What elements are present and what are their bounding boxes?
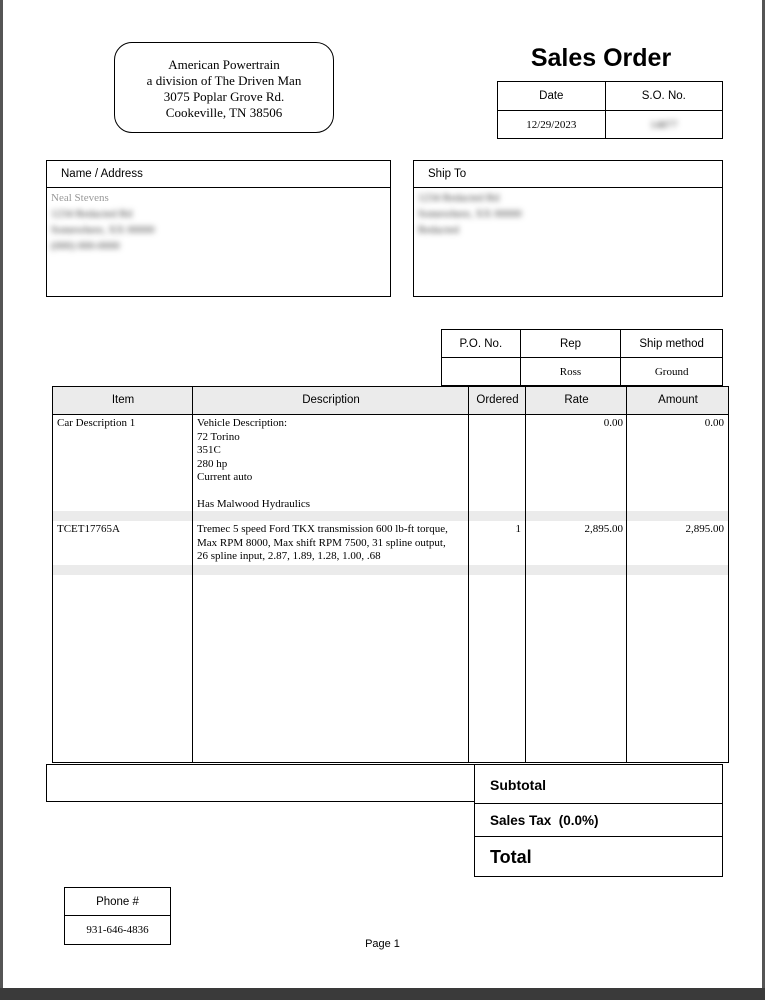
ordered-qty: 1 <box>515 523 521 535</box>
amount-column-header: Amount <box>658 394 698 406</box>
item-amount: 2,895.00 <box>685 523 724 535</box>
description-line: 72 Torino <box>197 430 240 443</box>
column-divider <box>192 387 193 762</box>
description-blank-line <box>197 485 465 499</box>
item-rate: 0.00 <box>603 417 623 429</box>
bill-to-line: Somewhere, XX 00000 <box>51 224 155 236</box>
bill-to-name: Neal Stevens <box>51 192 109 204</box>
document-title: Sales Order <box>530 44 672 72</box>
company-city: Cookeville, TN 38506 <box>165 105 283 120</box>
phone-table <box>64 887 171 945</box>
po-number-label: P.O. No. <box>442 330 521 358</box>
description-line: Has Malwood Hydraulics <box>197 498 311 510</box>
rep-value: Ross <box>520 358 621 386</box>
ship-to-line: Somewhere, XX 00000 <box>418 208 522 220</box>
company-division: a division of The Driven Man <box>146 73 302 88</box>
ship-to-line: Redacted <box>418 224 459 236</box>
rate-column-header: Rate <box>564 394 589 406</box>
bill-to-line: (000) 000-0000 <box>51 240 120 252</box>
item-code: Car Description 1 <box>57 417 136 429</box>
ship-method-value: Ground <box>621 358 723 386</box>
phone-label: Phone # <box>65 888 171 916</box>
left-frame <box>0 0 3 988</box>
po-number-value <box>442 358 521 386</box>
description-line: 351C <box>197 444 221 456</box>
date-value: 12/29/2023 <box>498 111 606 139</box>
ship-to-label: Ship To <box>414 161 722 188</box>
date-so-table <box>497 81 723 139</box>
description-line: Max RPM 8000, Max shift RPM 7500, 31 spline output, <box>197 536 446 549</box>
bill-to-line: 1234 Redacted Rd <box>51 208 133 220</box>
page-number: Page 1 <box>365 938 400 950</box>
ship-method-label: Ship method <box>621 330 723 358</box>
phone-value: 931-646-4836 <box>65 916 171 945</box>
total-label: Total <box>490 847 532 867</box>
company-street: 3075 Poplar Grove Rd. <box>163 89 285 104</box>
rep-label: Rep <box>520 330 621 358</box>
item-rate: 2,895.00 <box>584 523 623 535</box>
so-number-label: S.O. No. <box>605 82 722 111</box>
description-line: Tremec 5 speed Ford TKX transmission 600 lb-ft torque, <box>197 523 448 535</box>
description-line: Vehicle Description: <box>197 417 288 429</box>
description-column-header: Description <box>302 394 360 406</box>
subtotal-label: Subtotal <box>490 777 546 793</box>
line-items-table <box>52 386 729 763</box>
so-number-value: 14877 <box>650 118 678 131</box>
company-address-box <box>114 42 334 133</box>
column-divider <box>468 387 469 762</box>
ordered-column-header: Ordered <box>476 394 519 406</box>
bill-to-label: Name / Address <box>47 161 390 188</box>
description-line: 280 hp <box>197 457 228 470</box>
ship-to-line: 1234 Redacted Rd <box>418 192 500 204</box>
description-line: 26 spline input, 2.87, 1.89, 1.28, 1.00, .68 <box>197 550 381 562</box>
company-name: American Powertrain <box>168 57 280 72</box>
bill-to-address <box>47 188 390 256</box>
date-label: Date <box>498 82 606 111</box>
item-description <box>197 523 467 564</box>
item-column-header: Item <box>111 394 135 406</box>
column-divider <box>525 387 526 762</box>
item-description <box>197 417 465 512</box>
bottom-frame <box>0 988 765 1000</box>
sales-tax-label: Sales Tax (0.0%) <box>490 813 599 828</box>
description-line: Current auto <box>197 471 253 483</box>
sales-tax-box <box>474 803 723 837</box>
total-box <box>474 836 723 877</box>
bill-to-box <box>46 160 391 297</box>
totals-notes-box <box>46 764 475 802</box>
item-amount: 0.00 <box>704 417 724 429</box>
ship-to-box <box>413 160 723 297</box>
column-divider <box>626 387 627 762</box>
item-code: TCET17765A <box>57 523 120 535</box>
subtotal-box <box>474 764 723 804</box>
order-info-table <box>441 329 723 386</box>
ship-to-address <box>414 188 722 240</box>
